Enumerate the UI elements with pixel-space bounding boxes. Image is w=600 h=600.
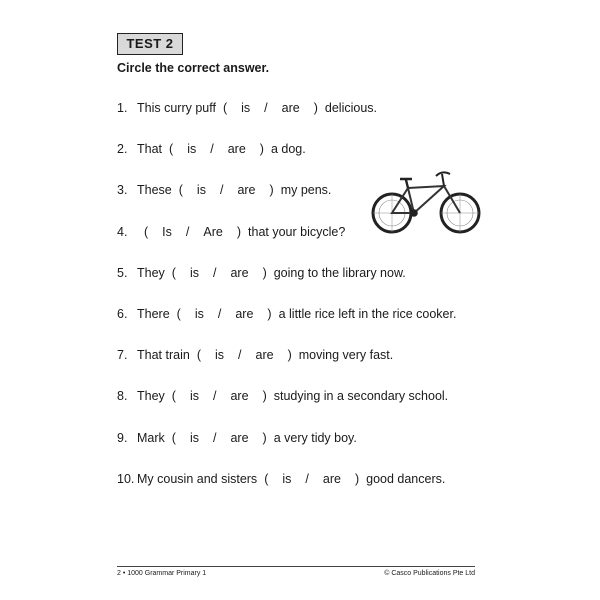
question-row: [117, 224, 345, 240]
slash-separator: /: [238, 348, 242, 363]
question-prefix: My cousin and sisters: [137, 471, 258, 486]
close-paren: ): [354, 471, 360, 486]
option-2[interactable]: are: [237, 183, 256, 198]
open-paren: (: [171, 430, 176, 445]
question-number: 10.: [117, 471, 135, 486]
option-2[interactable]: Are: [203, 224, 223, 239]
footer-page-info: 2 • 1000 Grammar Primary 1: [117, 570, 207, 577]
open-paren: (: [196, 348, 201, 363]
question-number: 9.: [117, 430, 128, 445]
question-row: [117, 430, 357, 446]
question-suffix: a little rice left in the rice cooker.: [278, 307, 457, 321]
open-paren: (: [178, 183, 183, 198]
close-paren: ): [269, 183, 274, 198]
question-suffix: good dancers.: [366, 471, 446, 486]
question-number: 5.: [117, 265, 128, 280]
question-prefix: This curry puff: [137, 101, 216, 115]
option-1[interactable]: is: [282, 471, 292, 486]
question-suffix: a dog.: [270, 142, 306, 157]
close-paren: ): [259, 142, 264, 157]
option-2[interactable]: are: [235, 307, 254, 321]
question-suffix: my pens.: [280, 183, 332, 198]
question-row: [117, 306, 456, 322]
question-number: 8.: [117, 389, 128, 404]
option-1[interactable]: is: [194, 307, 204, 321]
question-row: [117, 141, 306, 157]
open-paren: (: [264, 471, 269, 486]
option-1[interactable]: is: [187, 142, 197, 157]
option-1[interactable]: is: [189, 430, 199, 445]
close-paren: ): [267, 307, 272, 321]
question-number: 1.: [117, 101, 128, 115]
question-row: [117, 100, 377, 116]
slash-separator: /: [210, 142, 214, 157]
option-2[interactable]: are: [227, 142, 246, 157]
footer-copyright: © Casco Publications Pte Ltd: [384, 570, 475, 577]
slash-separator: /: [213, 265, 217, 280]
slash-separator: /: [185, 224, 190, 239]
option-1[interactable]: is: [189, 265, 199, 280]
question-suffix: moving very fast.: [298, 348, 394, 363]
option-2[interactable]: are: [230, 389, 249, 404]
close-paren: ): [262, 430, 267, 445]
slash-separator: /: [219, 183, 224, 198]
option-1[interactable]: is: [214, 348, 225, 363]
slash-separator: /: [212, 430, 217, 445]
open-paren: (: [176, 307, 181, 321]
question-row: [117, 388, 448, 404]
close-paren: ): [262, 265, 267, 280]
bicycle-icon: [370, 168, 482, 238]
option-2[interactable]: are: [322, 471, 341, 486]
option-2[interactable]: are: [255, 348, 274, 363]
open-paren: (: [171, 389, 176, 404]
question-number: 2.: [117, 142, 128, 157]
question-suffix: a very tidy boy.: [273, 430, 357, 445]
open-paren: (: [144, 224, 149, 239]
question-suffix: delicious.: [324, 101, 378, 115]
question-suffix: that your bicycle?: [248, 224, 346, 239]
option-1[interactable]: is: [189, 389, 199, 404]
open-paren: (: [171, 265, 176, 280]
question-prefix: That train: [137, 348, 190, 363]
test-label: TEST 2: [117, 33, 183, 55]
slash-separator: /: [213, 389, 217, 404]
option-1[interactable]: Is: [162, 224, 172, 239]
open-paren: (: [169, 142, 174, 157]
question-number: 4.: [117, 224, 128, 239]
question-row: [117, 182, 331, 198]
option-2[interactable]: are: [230, 430, 249, 445]
question-prefix: They: [137, 389, 165, 404]
question-row: [117, 265, 406, 281]
question-prefix: There: [137, 307, 170, 321]
close-paren: ): [262, 389, 267, 404]
question-number: 3.: [117, 183, 128, 198]
question-prefix: Mark: [137, 430, 165, 445]
option-2[interactable]: are: [230, 265, 249, 280]
option-2[interactable]: are: [281, 101, 300, 115]
slash-separator: /: [305, 471, 309, 486]
question-prefix: They: [137, 265, 165, 280]
slash-separator: /: [217, 307, 222, 321]
question-prefix: That: [137, 142, 163, 157]
close-paren: ): [236, 224, 242, 239]
question-number: 6.: [117, 307, 128, 321]
question-prefix: These: [137, 183, 172, 198]
footer-divider: [117, 566, 475, 567]
question-suffix: studying in a secondary school.: [273, 389, 449, 404]
option-1[interactable]: is: [196, 183, 206, 198]
slash-separator: /: [264, 101, 268, 115]
close-paren: ): [313, 101, 318, 115]
open-paren: (: [222, 101, 228, 115]
close-paren: ): [287, 348, 292, 363]
question-row: [117, 471, 445, 487]
instruction-text: Circle the correct answer.: [117, 61, 270, 75]
option-1[interactable]: is: [241, 101, 251, 115]
question-number: 7.: [117, 348, 128, 363]
question-row: [117, 347, 393, 363]
question-suffix: going to the library now.: [273, 265, 406, 280]
